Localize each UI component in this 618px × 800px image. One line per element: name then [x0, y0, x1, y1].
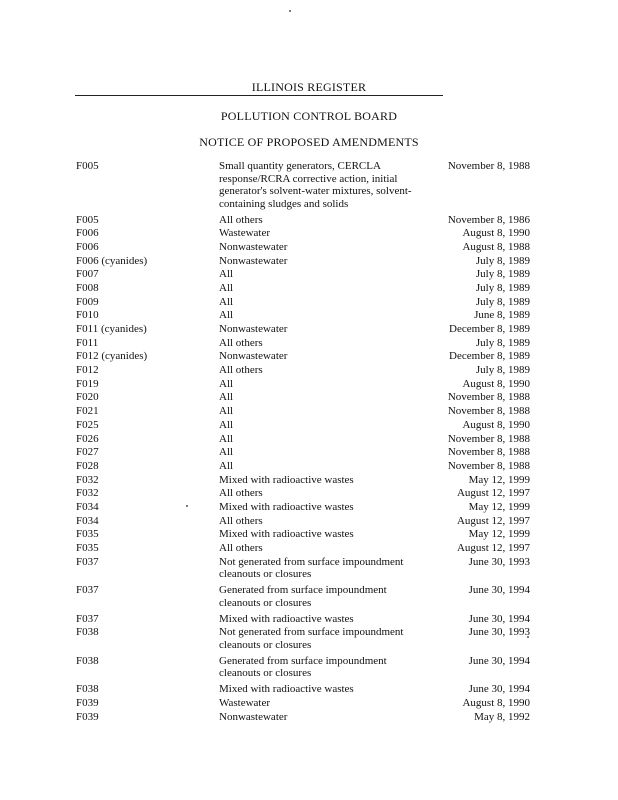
effective-date: November 8, 1988 [447, 160, 530, 172]
waste-code: F020 [76, 391, 99, 404]
table-row [0, 515, 618, 528]
effective-date: June 30, 1994 [468, 612, 530, 625]
waste-code: F028 [76, 459, 99, 472]
table-row [0, 227, 618, 240]
waste-description: All [219, 281, 234, 294]
waste-description: All others [219, 213, 263, 226]
waste-description: Mixed with radioactive wastes [219, 612, 354, 625]
waste-description: All [219, 405, 234, 418]
effective-date: July 8, 1989 [475, 281, 530, 294]
table-row [0, 268, 618, 281]
effective-date: December 8, 1989 [449, 323, 530, 335]
notice-title: NOTICE OF PROPOSED AMENDMENTS [199, 135, 419, 149]
waste-description: Not generated from surface impoundment cleanouts or closures [219, 626, 404, 651]
effective-date: August 8, 1990 [462, 697, 530, 710]
table-row [0, 460, 618, 473]
waste-description: All [219, 377, 234, 390]
waste-description: Generated from surface impoundment cleanouts or closures [219, 584, 387, 609]
waste-description: All [219, 391, 234, 404]
effective-date: July 8, 1989 [475, 364, 530, 377]
waste-code: F032 [76, 487, 99, 500]
waste-code: F012 [76, 364, 99, 377]
register-title: ILLINOIS REGISTER [251, 80, 367, 94]
waste-description: All [219, 446, 234, 459]
effective-date: June 30, 1993 [468, 555, 530, 568]
effective-date: August 12, 1997 [456, 487, 530, 500]
table-row [0, 282, 618, 295]
waste-code: F009 [76, 295, 99, 308]
table-row [0, 697, 618, 710]
effective-date: August 8, 1990 [462, 377, 530, 390]
waste-code: F037 [76, 612, 99, 625]
table-row [0, 160, 618, 210]
table-row [0, 655, 618, 680]
table-row [0, 296, 618, 309]
effective-date: August 12, 1997 [456, 514, 530, 527]
waste-code: F027 [76, 446, 99, 459]
waste-code-table [0, 160, 618, 724]
effective-date: November 8, 1986 [447, 213, 530, 226]
effective-date: May 12, 1999 [468, 473, 530, 486]
waste-description: Generated from surface impoundment cleanouts or closures [219, 654, 387, 680]
table-row [0, 501, 618, 514]
effective-date: November 8, 1988 [447, 446, 530, 459]
waste-code: F037 [76, 584, 99, 597]
waste-description: Nonwastewater [219, 350, 288, 363]
waste-description: Nonwastewater [219, 240, 288, 253]
table-row [0, 350, 618, 363]
effective-date: August 8, 1990 [462, 227, 530, 240]
waste-code: F007 [76, 268, 99, 281]
waste-code: F011 [76, 336, 99, 349]
waste-code: F010 [76, 309, 99, 322]
waste-code: F019 [76, 377, 99, 390]
waste-code: F025 [76, 418, 99, 431]
waste-code: F005 [76, 213, 99, 226]
table-row [0, 542, 618, 555]
waste-code: F008 [76, 281, 99, 294]
waste-code: F032 [76, 473, 99, 486]
table-row [0, 323, 618, 336]
waste-code: F039 [76, 710, 99, 723]
waste-code: F037 [76, 555, 99, 568]
waste-description: All others [219, 542, 263, 554]
table-row [0, 419, 618, 432]
effective-date: July 8, 1989 [475, 268, 530, 281]
waste-code: F006 [76, 240, 99, 253]
table-row [0, 711, 618, 724]
effective-date: November 8, 1988 [447, 432, 530, 445]
waste-description: All [219, 268, 234, 281]
waste-description: Wastewater [219, 697, 271, 710]
effective-date: May 8, 1992 [474, 710, 530, 723]
effective-date: May 12, 1999 [468, 500, 530, 513]
table-row [0, 556, 618, 581]
board-title: POLLUTION CONTROL BOARD [220, 109, 398, 123]
table-row [0, 364, 618, 377]
waste-code: F039 [76, 697, 99, 710]
waste-description: All [219, 418, 234, 431]
table-row [0, 378, 618, 391]
waste-description: Wastewater [219, 227, 271, 240]
waste-code: F011 (cyanides) [76, 323, 147, 335]
waste-description: Nonwastewater [219, 710, 288, 723]
effective-date: July 8, 1989 [475, 254, 530, 267]
waste-code: F034 [76, 514, 99, 527]
waste-code: F026 [76, 432, 99, 445]
table-row [0, 528, 618, 541]
scan-speck [289, 10, 291, 12]
table-row [0, 487, 618, 500]
waste-code: F035 [76, 542, 99, 554]
table-row [0, 683, 618, 696]
waste-code: F034 [76, 500, 99, 513]
table-row [0, 337, 618, 350]
effective-date: August 8, 1988 [462, 240, 530, 253]
table-row [0, 391, 618, 404]
waste-description: Mixed with radioactive wastes [219, 500, 354, 513]
waste-code: F038 [76, 626, 99, 639]
table-row [0, 241, 618, 254]
header-rule [75, 95, 443, 96]
effective-date: May 12, 1999 [468, 528, 530, 541]
table-row [0, 626, 618, 651]
table-row [0, 433, 618, 446]
waste-code: F006 (cyanides) [76, 254, 148, 267]
waste-code: F035 [76, 528, 99, 541]
waste-description: Mixed with radioactive wastes [219, 683, 354, 696]
waste-code: F021 [76, 405, 99, 418]
waste-code: F012 (cyanides) [76, 350, 148, 363]
effective-date: June 30, 1994 [468, 654, 530, 667]
waste-description: All others [219, 364, 263, 377]
table-row [0, 474, 618, 487]
waste-description: Not generated from surface impoundment cleanouts or closures [219, 555, 404, 581]
waste-code: F038 [76, 683, 99, 696]
effective-date: June 8, 1989 [474, 309, 530, 322]
waste-description: All others [219, 487, 263, 500]
effective-date: June 30, 1993 [468, 626, 530, 639]
table-row [0, 446, 618, 459]
waste-code: F038 [76, 654, 99, 667]
waste-description: Small quantity generators, CERCLA response/RCRA corrective action, initial generator's solvent-water mixtures, solvent-containing sludges and solids [219, 160, 412, 210]
table-row [0, 584, 618, 609]
waste-description: All [219, 459, 234, 472]
effective-date: August 12, 1997 [456, 542, 530, 554]
waste-description: All [219, 295, 234, 308]
effective-date: June 30, 1994 [468, 584, 530, 597]
table-row [0, 405, 618, 418]
table-row [0, 255, 618, 268]
waste-description: Nonwastewater [219, 323, 288, 335]
waste-description: Nonwastewater [219, 254, 288, 267]
waste-description: All [219, 432, 234, 445]
effective-date: November 8, 1988 [447, 405, 530, 418]
effective-date: June 30, 1994 [468, 683, 530, 696]
waste-description: All others [219, 514, 263, 527]
waste-description: Mixed with radioactive wastes [219, 473, 354, 486]
table-row [0, 309, 618, 322]
waste-code: F006 [76, 227, 99, 240]
effective-date: July 8, 1989 [475, 295, 530, 308]
waste-description: All [219, 309, 234, 322]
effective-date: November 8, 1988 [447, 459, 530, 472]
table-row [0, 613, 618, 626]
table-row [0, 214, 618, 227]
effective-date: December 8, 1989 [449, 350, 530, 363]
waste-description: All others [219, 336, 263, 349]
waste-description: Mixed with radioactive wastes [219, 528, 354, 541]
effective-date: August 8, 1990 [462, 418, 530, 431]
waste-code: F005 [76, 160, 99, 172]
effective-date: November 8, 1988 [447, 391, 530, 404]
effective-date: July 8, 1989 [475, 336, 530, 349]
